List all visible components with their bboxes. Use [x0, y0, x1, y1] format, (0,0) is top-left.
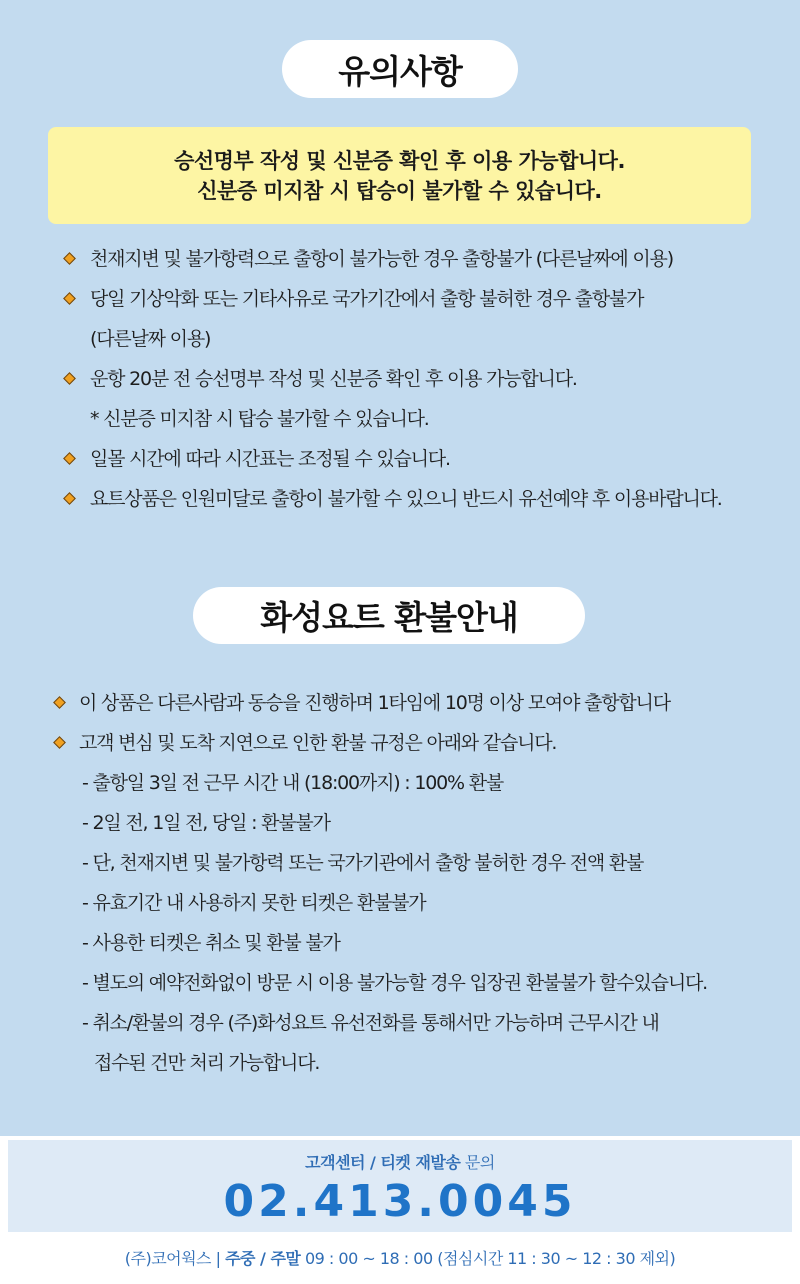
list-item: 천재지변 및 불가항력으로 출항이 불가능한 경우 출항불가 (다른날짜에 이용): [62, 239, 800, 279]
hours-text: 09 : 00 ~ 18 : 00 (점심시간 11 : 30 ~ 12 : 30 제외): [300, 1249, 676, 1268]
diamond-bullet-icon: [53, 736, 66, 749]
list-subitem: - 별도의 예약전화없이 방문 시 이용 불가능할 경우 입장권 환불불가 할수있습니다.: [82, 972, 707, 994]
diamond-bullet-icon: [63, 372, 76, 385]
list-subitem: - 단, 천재지변 및 불가항력 또는 국가기관에서 출항 불허한 경우 전액 환불: [82, 852, 644, 874]
refund-list: [52, 683, 800, 1083]
list-item: 고객 변심 및 도착 지연으로 인한 환불 규정은 아래와 같습니다.: [52, 723, 800, 763]
list-subitem: - 유효기간 내 사용하지 못한 티켓은 환불불가: [82, 892, 426, 914]
list-item: 당일 기상악화 또는 기타사유로 국가기간에서 출항 불허한 경우 출항불가: [62, 279, 800, 319]
diamond-bullet-icon: [63, 292, 76, 305]
list-subitem: - 2일 전, 1일 전, 당일 : 환불불가: [82, 812, 330, 834]
list-subitem: - 사용한 티켓은 취소 및 환불 불가: [82, 932, 340, 954]
section-title-text: 유의사항: [338, 51, 462, 91]
business-hours: [0, 1246, 800, 1269]
list-item-continuation: (다른날짜 이용): [90, 328, 211, 350]
diamond-bullet-icon: [53, 696, 66, 709]
list-item: 이 상품은 다른사람과 동승을 진행하며 1타임에 10명 이상 모여야 출항합니다: [52, 683, 800, 723]
list-subitem: - 출항일 3일 전 근무 시간 내 (18:00까지) : 100% 환불: [82, 772, 503, 794]
inquiry-label-rest: 문의: [460, 1153, 495, 1172]
notice-line: 승선명부 작성 및 신분증 확인 후 이용 가능합니다.: [174, 148, 625, 173]
diamond-bullet-icon: [63, 492, 76, 505]
list-item: 일몰 시간에 따라 시간표는 조정될 수 있습니다.: [62, 439, 800, 479]
list-subitem-continuation: 접수된 건만 처리 가능합니다.: [94, 1052, 320, 1074]
phone-number[interactable]: 02.413.0045: [223, 1176, 577, 1227]
list-item: 운항 20분 전 승선명부 작성 및 신분증 확인 후 이용 가능합니다.: [62, 359, 800, 399]
diamond-bullet-icon: [63, 252, 76, 265]
notice-list: [62, 239, 800, 519]
notice-line: 신분증 미지참 시 탑승이 불가할 수 있습니다.: [197, 178, 602, 203]
inquiry-label: [0, 1150, 800, 1173]
list-item: 요트상품은 인원미달로 출항이 불가할 수 있으니 반드시 유선예약 후 이용바랍니다.: [62, 479, 800, 519]
list-subitem: - 취소/환불의 경우 (주)화성요트 유선전화를 통해서만 가능하며 근무시간 내: [82, 1012, 659, 1034]
section-title-notice: [282, 40, 518, 98]
inquiry-label-strong: 고객센터 / 티켓 재발송: [305, 1153, 461, 1172]
diamond-bullet-icon: [63, 452, 76, 465]
company-name: (주)코어웍스 |: [124, 1249, 226, 1268]
hours-label: 주중 / 주말: [225, 1249, 301, 1268]
section-title-refund: [193, 587, 585, 644]
notice-box: [48, 127, 751, 224]
section-title-text: 화성요트 환불안내: [260, 598, 518, 637]
list-item-note: * 신분증 미지참 시 탑승 불가할 수 있습니다.: [90, 408, 429, 430]
